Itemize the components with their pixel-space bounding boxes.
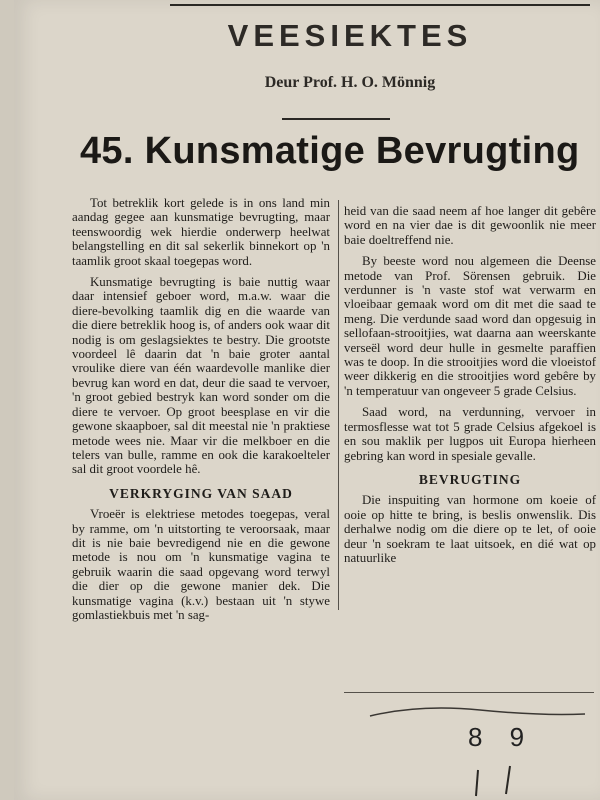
- paragraph: Kunsmatige bevrugting is baie nuttig waar daar intensief geboer word, m.a.w. waar die diere-bevolking taamlik dig en die waarde van die diere betreklik hoog is, of anders ook waar dit nodig is om geslagsiektes te bestry. Die grootste voordeel lê daarin dat 'n baie groter aantal vroulike diere van één waardevolle manlike dier bevrug kan word en dat, deur die saad te vervoer, 'n groot gebied bestryk kan word sonder om die diere te vervoer. Op groot beesplase en vir die gewone skaapboer, sal dit meestal nie 'n praktiese metode wees nie. Maar vir die melkboer en die telers van bulle, ramme en ook die karakoelteler sal dit groot voordele hê.: [72, 275, 330, 477]
- paragraph-continuation: heid van die saad neem af hoe langer dit gebêre word en na vier dae is dit gewoonlik nie meer baie doeltreffend nie.: [344, 204, 596, 247]
- paragraph: Vroeër is elektriese metodes toegepas, veral by ramme, om 'n uitstorting te veroorsaak, maar dit is nie baie bevredigend nie en die gewone metode is nou om 'n kunsmatige vagina te gebruik waarin die saad opgevang word terwyl die dier op die gewone manier dek. Die kunsmatige vagina (k.v.) bestaan uit 'n stywe gomlastiekbuis met 'n sag-: [72, 507, 330, 622]
- subheading-bevrugting: BEVRUGTING: [418, 471, 522, 487]
- right-column: [344, 204, 596, 572]
- article-title: 45. Kunsmatige Bevrugting: [80, 130, 580, 172]
- paragraph: Die inspuiting van hormone om koeie of ooie op hitte te bring, is beslis onwenslik. Dis derhalwe nodig om die diere op te let, of ooie deur 'n soekram te laat uitsoek, en dié wat op natuurlike: [344, 493, 596, 565]
- paragraph: Tot betreklik kort gelede is in ons land min aandag gegee aan kunsmatige bevrugting, maar teenswoordig wek hierdie onderwerp heelwat belangstelling en dit sal sekerlik binnekort op 'n taamlik groot skaal toegepas word.: [72, 196, 330, 268]
- handwritten-page-number: 8 9: [468, 722, 535, 752]
- bottom-rule: [344, 692, 594, 693]
- column-rule: [338, 200, 339, 610]
- left-column: [72, 196, 330, 629]
- paragraph: By beeste word nou algemeen die Deense metode van Prof. Sörensen gebruik. Die verdunner is 'n vaste stof wat verwarm en vloeibaar gemaak word om dit met die saad te meng. Die verdunde saad word dan opgesuig in sellofaan-strooitjies, wat daarna aan weerskante verseël word deur hulle in gesmelte paraffien was te doop. In die strooitjies word die vloeistof weer dikkerig en die strooitjies word gebêre by 'n temperatuur van ongeveer 5 grade Celsius.: [344, 254, 596, 398]
- subheading-verkryging: VERKRYGING VAN SAAD: [109, 485, 293, 501]
- byline: Deur Prof. H. O. Mönnig: [264, 74, 436, 91]
- paragraph: Saad word, na verdunning, vervoer in termosflesse wat tot 5 grade Celsius afgekoel is en sou maklik per lugpos uit Europa hierheen gebring kan word in spesiale gevalle.: [344, 405, 596, 463]
- title-divider: [282, 118, 390, 120]
- header-rule: [170, 4, 590, 6]
- series-title: VEESIEKTES: [227, 18, 473, 53]
